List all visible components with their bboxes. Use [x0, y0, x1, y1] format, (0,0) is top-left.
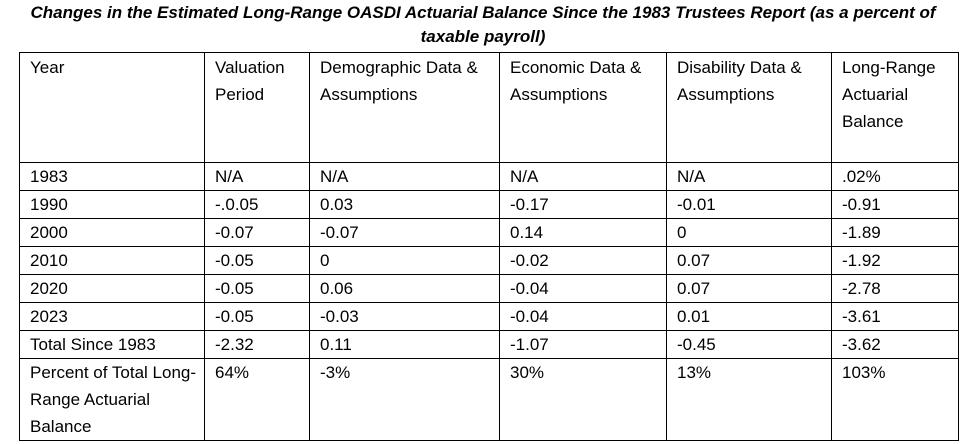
cell-disability: 0.07 — [667, 275, 832, 303]
column-header-demographic: Demographic Data & Assumptions — [310, 53, 500, 163]
cell-valuation-period: -0.07 — [205, 219, 310, 247]
cell-demographic: N/A — [310, 163, 500, 191]
table-row — [20, 331, 959, 359]
cell-demographic: 0.06 — [310, 275, 500, 303]
cell-disability: 13% — [667, 359, 832, 441]
column-header-disability: Disability Data & Assumptions — [667, 53, 832, 163]
cell-year: Percent of Total Long-Range Actuarial Balance — [20, 359, 205, 441]
cell-year: 1983 — [20, 163, 205, 191]
cell-year: Total Since 1983 — [20, 331, 205, 359]
table-row — [20, 191, 959, 219]
column-header-year: Year — [20, 53, 205, 163]
column-header-long-range-balance: Long-Range Actuarial Balance — [832, 53, 959, 163]
table-row — [20, 219, 959, 247]
table-row — [20, 163, 959, 191]
table-title: Changes in the Estimated Long-Range OASDI Actuarial Balance Since the 1983 Trustees Report (as a percent of taxable payroll) — [30, 3, 936, 46]
cell-long-range-balance: -3.61 — [832, 303, 959, 331]
cell-long-range-balance: -1.92 — [832, 247, 959, 275]
cell-valuation-period: -2.32 — [205, 331, 310, 359]
cell-demographic: -0.07 — [310, 219, 500, 247]
cell-economic: -0.17 — [500, 191, 667, 219]
cell-valuation-period: 64% — [205, 359, 310, 441]
table-row — [20, 275, 959, 303]
cell-long-range-balance: -0.91 — [832, 191, 959, 219]
actuarial-balance-table — [19, 52, 959, 441]
cell-disability: -0.45 — [667, 331, 832, 359]
cell-valuation-period: N/A — [205, 163, 310, 191]
cell-long-range-balance: -2.78 — [832, 275, 959, 303]
cell-valuation-period: -0.05 — [205, 247, 310, 275]
cell-year: 2010 — [20, 247, 205, 275]
cell-valuation-period: -.0.05 — [205, 191, 310, 219]
cell-economic: -1.07 — [500, 331, 667, 359]
cell-year: 2020 — [20, 275, 205, 303]
cell-economic: N/A — [500, 163, 667, 191]
cell-long-range-balance: -1.89 — [832, 219, 959, 247]
table-row — [20, 359, 959, 441]
cell-disability: 0 — [667, 219, 832, 247]
cell-year: 2023 — [20, 303, 205, 331]
cell-demographic: -0.03 — [310, 303, 500, 331]
cell-disability: -0.01 — [667, 191, 832, 219]
cell-long-range-balance: 103% — [832, 359, 959, 441]
cell-long-range-balance: .02% — [832, 163, 959, 191]
cell-demographic: -3% — [310, 359, 500, 441]
column-header-valuation-period: Valuation Period — [205, 53, 310, 163]
cell-economic: 0.14 — [500, 219, 667, 247]
cell-demographic: 0.03 — [310, 191, 500, 219]
cell-demographic: 0 — [310, 247, 500, 275]
cell-economic: -0.04 — [500, 303, 667, 331]
cell-disability: N/A — [667, 163, 832, 191]
cell-year: 1990 — [20, 191, 205, 219]
cell-economic: 30% — [500, 359, 667, 441]
cell-economic: -0.04 — [500, 275, 667, 303]
cell-long-range-balance: -3.62 — [832, 331, 959, 359]
table-row — [20, 247, 959, 275]
cell-disability: 0.07 — [667, 247, 832, 275]
cell-valuation-period: -0.05 — [205, 275, 310, 303]
cell-demographic: 0.11 — [310, 331, 500, 359]
cell-valuation-period: -0.05 — [205, 303, 310, 331]
cell-economic: -0.02 — [500, 247, 667, 275]
cell-year: 2000 — [20, 219, 205, 247]
cell-disability: 0.01 — [667, 303, 832, 331]
column-header-economic: Economic Data & Assumptions — [500, 53, 667, 163]
table-header-row — [20, 53, 959, 163]
table-row — [20, 303, 959, 331]
